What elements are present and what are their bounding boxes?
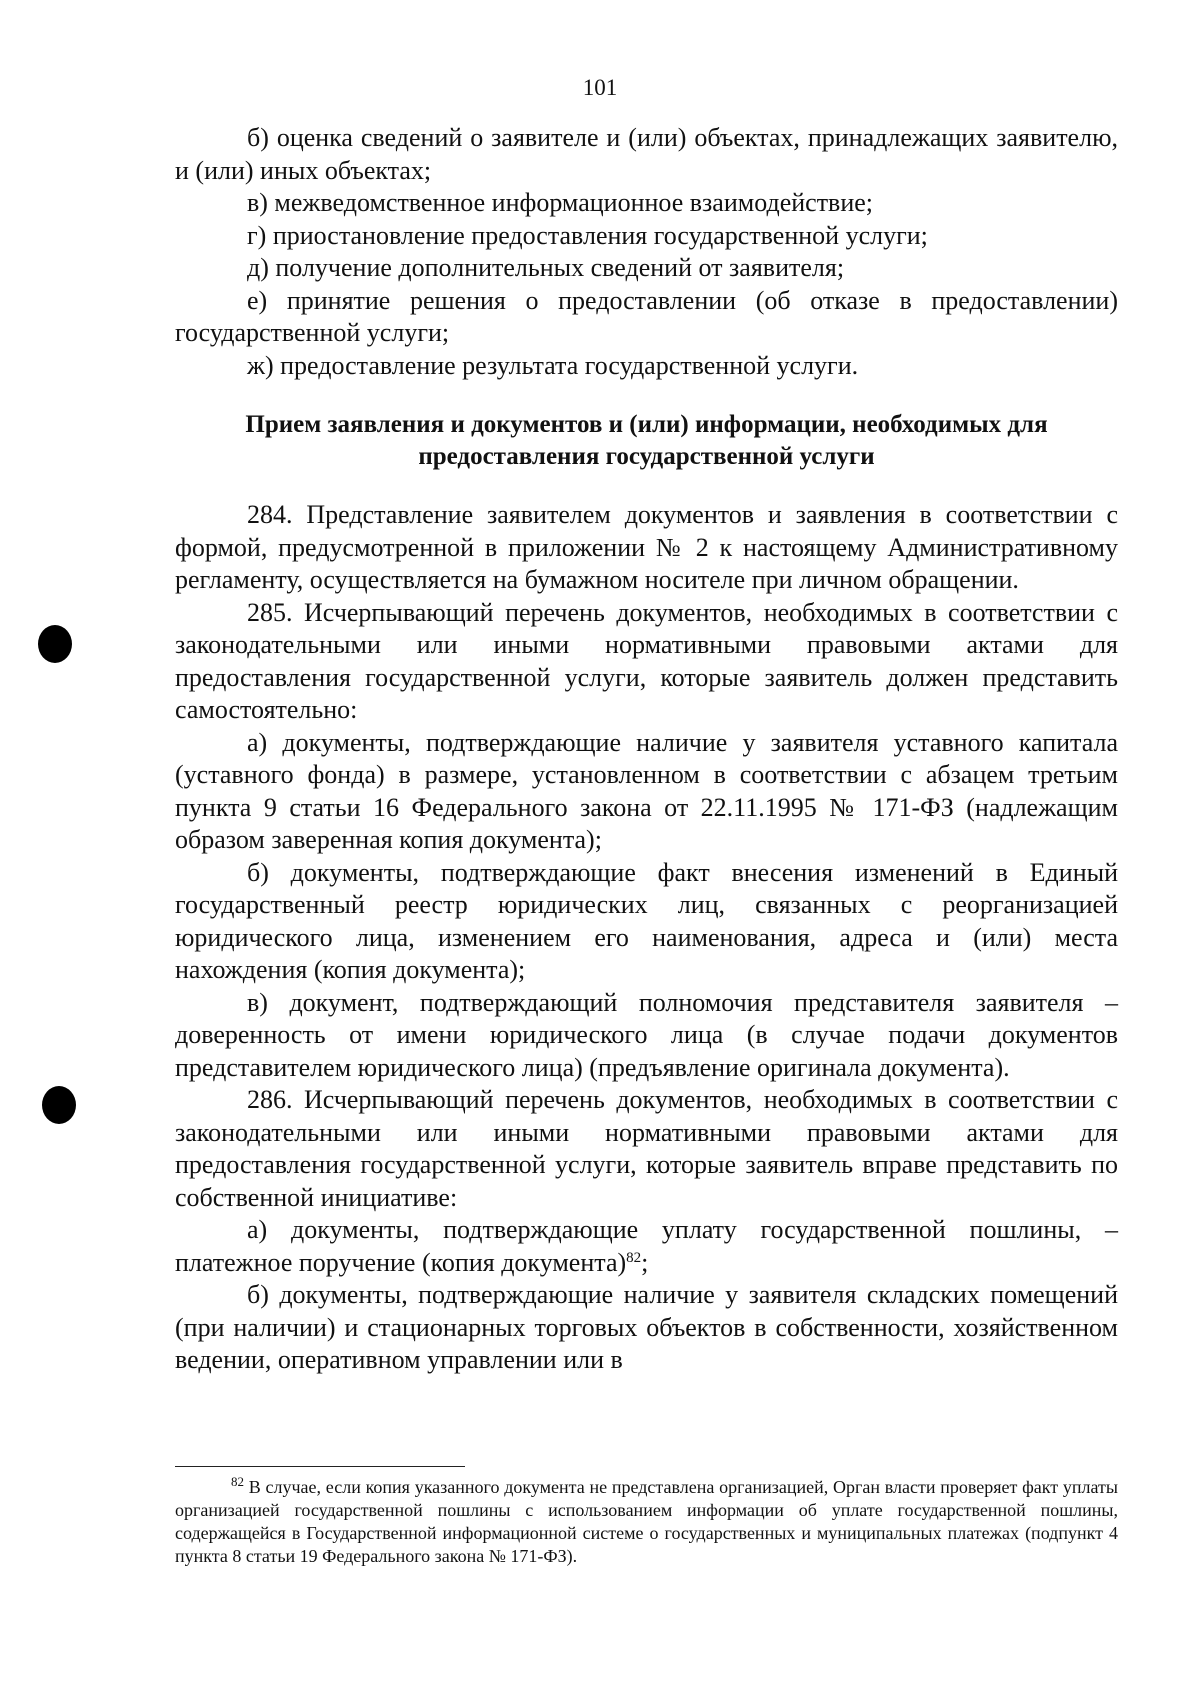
paragraph-286-b: б) документы, подтверждающие наличие у заявителя складских помещений (при наличии) и стационарных торговых объектов в собственности, хозяйственном ведении, оперативном управлении или в [175, 1280, 1118, 1374]
hole-punch-mark [38, 625, 72, 663]
paragraph-286-a [175, 1214, 1118, 1279]
list-item-v: в) межведомственное информационное взаимодействие; [247, 188, 874, 217]
footnote-separator [175, 1466, 465, 1467]
footnote-reference[interactable]: 82 [626, 1249, 642, 1266]
footnote [175, 1476, 1118, 1568]
footnote-number: 82 [231, 1474, 244, 1489]
list-item-zh: ж) предоставление результата государственной услуги. [247, 350, 859, 380]
list-item-b: б) оценка сведений о заявителе и (или) объектах, принадлежащих заявителю, и (или) иных объектах; [175, 123, 1118, 185]
paragraph-285-b: б) документы, подтверждающие факт внесения изменений в Единый государственный реестр юридических лиц, связанных с реорганизацией юридического лица, изменением его наименования, адреса и (или) места нахождения (копия документа); [175, 857, 1118, 984]
paragraph-286: 286. Исчерпывающий перечень документов, необходимых в соответствии с законодательными или иными нормативными правовыми актами для предоставления государственной услуги, которые заявитель вправе представить по собственной инициативе: [175, 1085, 1118, 1212]
hole-punch-mark [42, 1086, 76, 1124]
footnote-text: В случае, если копия указанного документа не представлена организацией, Орган власти проверяет факт уплаты организацией государственной пошлины с использованием информации об уплате государственной пошлины, содержащейся в Государственной информационной системе о государственных и муниципальных платежах (подпункт 4 пункта 8 статьи 19 Федерального закона № 171-ФЗ). [175, 1477, 1118, 1566]
page-number: 101 [582, 75, 618, 100]
paragraph-285-a: а) документы, подтверждающие наличие у заявителя уставного капитала (уставного фонда) в размере, установленном в соответствии с абзацем третьим пункта 9 статьи 16 Федерального закона от 22.11.1995 № 171-ФЗ (надлежащим образом заверенная копия документа); [175, 727, 1118, 854]
list-item-e: е) принятие решения о предоставлении (об отказе в предоставлении) государственной услуги; [175, 285, 1118, 347]
paragraph-286-a-end: ; [641, 1247, 649, 1277]
paragraph-285-v: в) документ, подтверждающий полномочия представителя заявителя – доверенность от имени юридического лица (в случае подачи документов представителем юридического лица) (предъявление оригинала документа). [175, 987, 1118, 1082]
paragraph-285: 285. Исчерпывающий перечень документов, необходимых в соответствии с законодательными или иными нормативными правовыми актами для предоставления государственной услуги, которые заявитель должен представить самостоятельно: [175, 597, 1118, 724]
document-body [175, 122, 1118, 1377]
paragraph-286-a-text: а) документы, подтверждающие уплату государственной пошлины, – платежное поручение (копия документа) [175, 1215, 1118, 1277]
list-item-g: г) приостановление предоставления государственной услуги; [247, 220, 928, 250]
paragraph-284: 284. Представление заявителем документов и заявления в соответствии с формой, предусмотренной в приложении № 2 к настоящему Административному регламенту, осуществляется на бумажном носителе при личном обращении. [175, 500, 1118, 594]
section-heading: Прием заявления и документов и (или) информации, необходимых для предоставления государственной услуги [245, 411, 1048, 470]
list-item-d: д) получение дополнительных сведений от заявителя; [247, 253, 845, 282]
